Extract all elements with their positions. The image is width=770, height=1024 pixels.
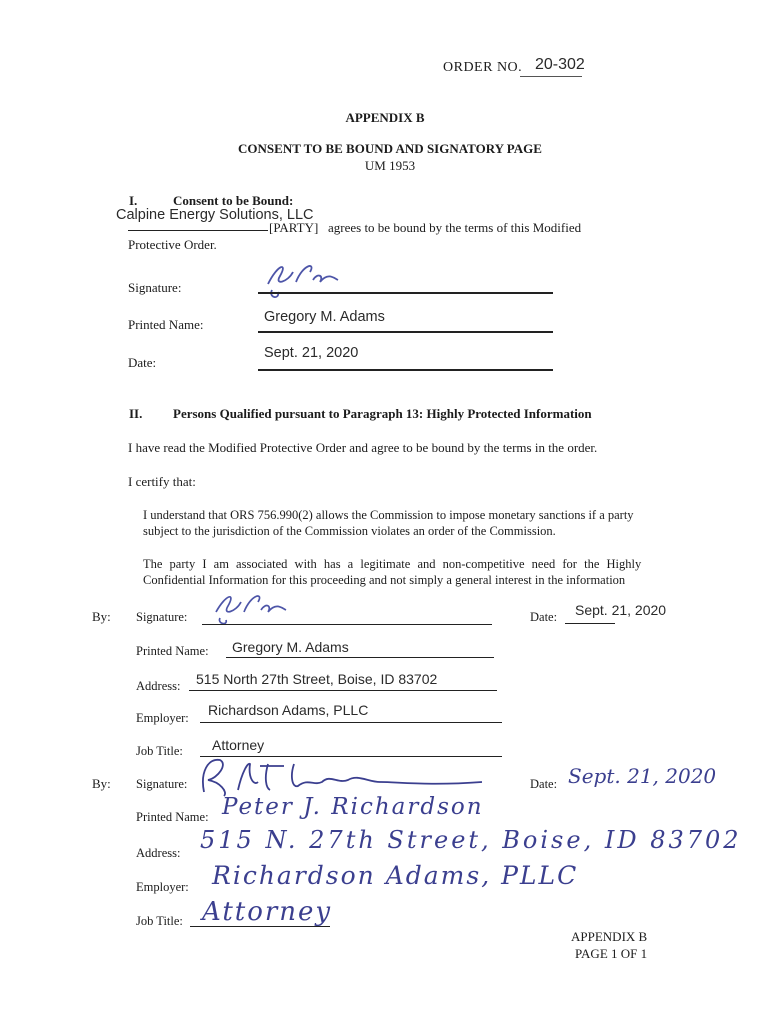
section2-heading: Persons Qualified pursuant to Paragraph 13: Highly Protected Information bbox=[173, 406, 592, 421]
printed-name-label: Printed Name: bbox=[128, 317, 204, 332]
signer2-signature-label: Signature: bbox=[136, 777, 188, 791]
signer1-job-label: Job Title: bbox=[136, 744, 183, 758]
signer1-date-value: Sept. 21, 2020 bbox=[575, 602, 667, 618]
signer2-address-label: Address: bbox=[136, 846, 181, 860]
signer1-employer-value: Richardson Adams, PLLC bbox=[208, 702, 369, 718]
signer2-employer-label: Employer: bbox=[136, 880, 189, 894]
signer1-address-value: 515 North 27th Street, Boise, ID 83702 bbox=[196, 671, 438, 687]
para2-line2: Confidential Information for this proceeding and not simply a general interest in the information bbox=[143, 573, 626, 587]
certify-text: I certify that: bbox=[128, 474, 196, 489]
appendix-title: APPENDIX B bbox=[345, 110, 425, 125]
signer2-printed-label: Printed Name: bbox=[136, 810, 209, 824]
printed-name-value: Gregory M. Adams bbox=[264, 309, 385, 325]
para2-line1: The party I am associated with has a legitimate and non-competitive need for the Highly bbox=[143, 557, 642, 571]
signer2-date-value: Sept. 21, 2020 bbox=[568, 764, 717, 788]
signer1-job-value: Attorney bbox=[212, 737, 265, 753]
party-placeholder: [PARTY] bbox=[269, 220, 319, 235]
party-filled: Calpine Energy Solutions, LLC bbox=[116, 207, 314, 223]
section1-heading: Consent to be Bound: bbox=[173, 193, 294, 208]
agree-text-2: Protective Order. bbox=[128, 237, 217, 252]
para1-line1: I understand that ORS 756.990(2) allows the Commission to impose monetary sanctions if a party bbox=[143, 508, 634, 522]
signer1-signature-image bbox=[208, 586, 298, 626]
footer-page: PAGE 1 OF 1 bbox=[575, 946, 648, 961]
signer1-date-label: Date: bbox=[530, 610, 558, 624]
order-number: 20-302 bbox=[535, 56, 585, 73]
section1-number: I. bbox=[129, 193, 138, 208]
main-title: CONSENT TO BE BOUND AND SIGNATORY PAGE bbox=[238, 141, 542, 156]
section2-number: II. bbox=[129, 406, 143, 421]
signer2-signature-image bbox=[198, 752, 488, 800]
para1-line2: subject to the jurisdiction of the Commission violates an order of the Commission. bbox=[143, 524, 556, 538]
by-label-1: By: bbox=[92, 609, 111, 624]
agree-text: agrees to be bound by the terms of this Modified bbox=[328, 220, 582, 235]
signer2-date-label: Date: bbox=[530, 777, 558, 791]
signer2-job-label: Job Title: bbox=[136, 914, 183, 928]
signer2-address-value: 515 N. 27th Street, Boise, ID 83702 bbox=[200, 826, 742, 854]
signer1-employer-label: Employer: bbox=[136, 711, 189, 725]
signer1-printed-label: Printed Name: bbox=[136, 644, 209, 658]
by-label-2: By: bbox=[92, 776, 111, 791]
signer2-employer-value: Richardson Adams, PLLC bbox=[212, 861, 579, 890]
signer2-printed-value: Peter J. Richardson bbox=[222, 794, 484, 820]
signer1-address-label: Address: bbox=[136, 679, 181, 693]
date-label: Date: bbox=[128, 355, 157, 370]
signer1-signature-label: Signature: bbox=[136, 610, 188, 624]
read-statement: I have read the Modified Protective Order and agree to be bound by the terms in the order. bbox=[128, 440, 598, 455]
order-label: ORDER NO. bbox=[443, 60, 523, 75]
signer2-job-value: Attorney bbox=[202, 897, 333, 927]
footer-appendix: APPENDIX B bbox=[571, 929, 648, 944]
date-value: Sept. 21, 2020 bbox=[264, 345, 359, 361]
um-number: UM 1953 bbox=[364, 158, 416, 173]
signer1-printed-value: Gregory M. Adams bbox=[232, 639, 349, 655]
signature-label: Signature: bbox=[128, 280, 182, 295]
signature-image bbox=[258, 254, 348, 302]
